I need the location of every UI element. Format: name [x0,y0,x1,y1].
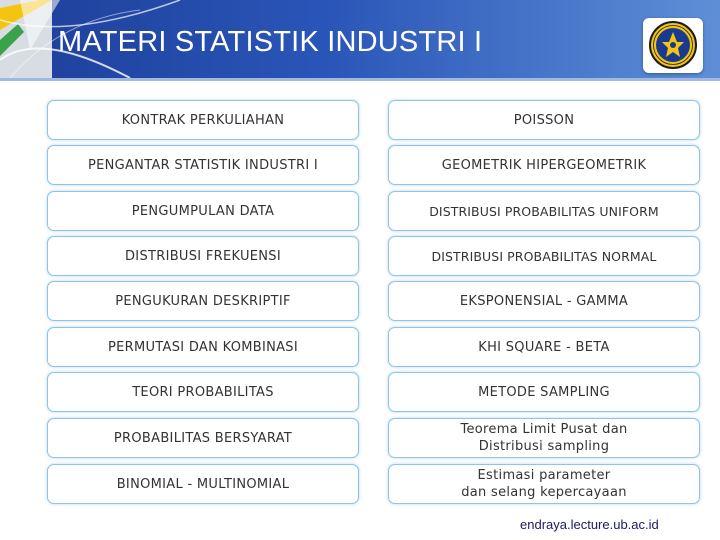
topic-button-kontrak-perkuliahan[interactable]: KONTRAK PERKULIAHAN [47,100,359,140]
university-seal-icon [648,20,698,70]
footer-url[interactable]: endraya.lecture.ub.ac.id [520,517,659,532]
topic-button-binomial-multinomial[interactable]: BINOMIAL - MULTINOMIAL [47,464,359,504]
topic-button-poisson[interactable]: POISSON [388,100,700,140]
topic-button-metode-sampling[interactable]: METODE SAMPLING [388,372,700,412]
topic-button-distribusi-uniform[interactable]: DISTRIBUSI PROBABILITAS UNIFORM [388,191,700,231]
topic-button-estimasi-parameter[interactable]: Estimasi parameter dan selang kepercayaan [388,464,700,504]
topic-button-probabilitas-bersyarat[interactable]: PROBABILITAS BERSYARAT [47,418,359,458]
topic-button-geometrik-hipergeometrik[interactable]: GEOMETRIK HIPERGEOMETRIK [388,145,700,185]
topic-button-distribusi-normal[interactable]: DISTRIBUSI PROBABILITAS NORMAL [388,236,700,276]
page-title: MATERI STATISTIK INDUSTRI I [58,26,483,58]
header-divider [0,78,720,81]
topic-button-pengumpulan-data[interactable]: PENGUMPULAN DATA [47,191,359,231]
topic-button-pengantar-statistik[interactable]: PENGANTAR STATISTIK INDUSTRI I [47,145,359,185]
topic-button-pengukuran-deskriptif[interactable]: PENGUKURAN DESKRIPTIF [47,281,359,321]
topic-button-permutasi-kombinasi[interactable]: PERMUTASI DAN KOMBINASI [47,327,359,367]
topic-button-eksponensial-gamma[interactable]: EKSPONENSIAL - GAMMA [388,281,700,321]
topic-button-teorema-limit-pusat[interactable]: Teorema Limit Pusat dan Distribusi sampling [388,418,700,458]
topic-button-teori-probabilitas[interactable]: TEORI PROBABILITAS [47,372,359,412]
topic-button-distribusi-frekuensi[interactable]: DISTRIBUSI FREKUENSI [47,236,359,276]
topic-button-khi-square-beta[interactable]: KHI SQUARE - BETA [388,327,700,367]
header-banner [0,0,720,78]
logo [643,18,703,73]
